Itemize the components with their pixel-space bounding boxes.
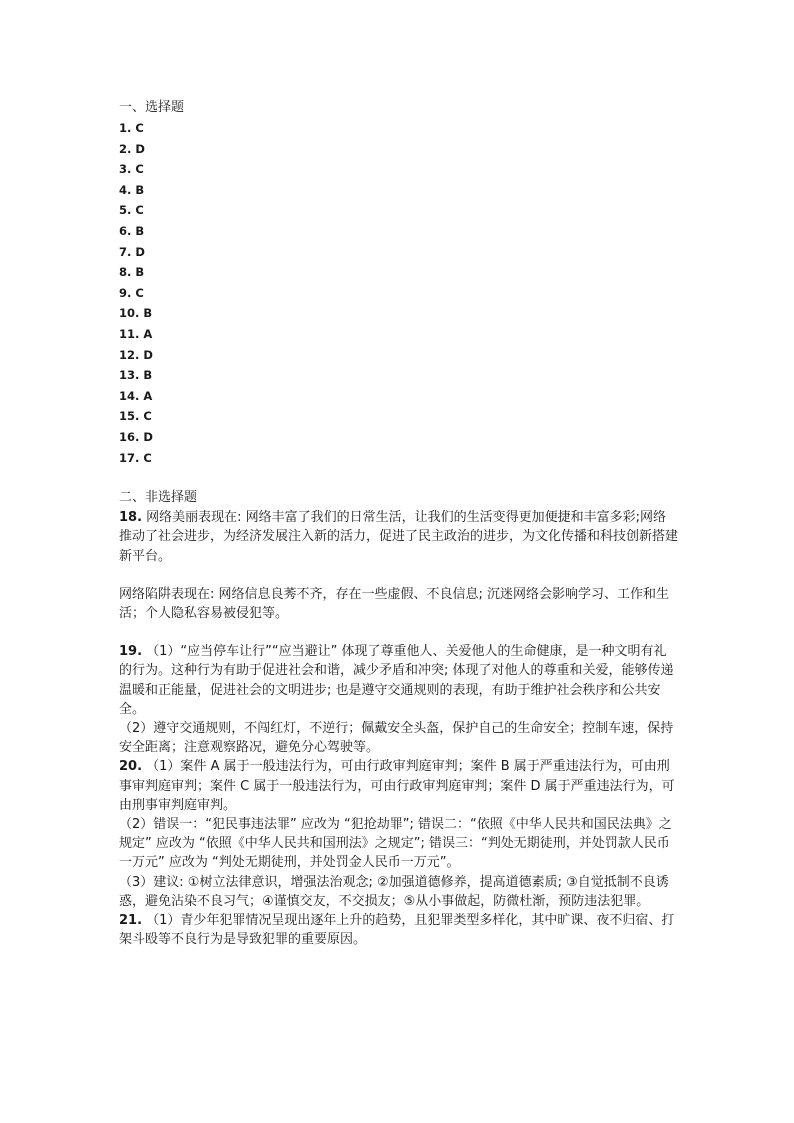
answer-item: 3. C (119, 162, 144, 177)
answer-item: 15. C (119, 409, 152, 424)
question-19-part-1 (119, 642, 679, 719)
question-21-part-1 (119, 911, 679, 949)
question-number: 20. (119, 759, 143, 775)
answer-item: 5. C (119, 203, 144, 218)
question-19-part-2: （2）遵守交通规则，不闯红灯，不逆行；佩戴安全头盔，保护自己的生命安全；控制车速，保持安全距离；注意观察路况，避免分心驾驶等。 (119, 720, 674, 756)
question-number: 19. (119, 644, 143, 660)
answer-item: 4. B (119, 182, 145, 197)
question-20-part-2: （2）错误一：“犯民事违法罪” 应改为 “犯抢劫罪”; 错误二：“依照《中华人民共和国民法典》之规定” 应改为 “依照《中华人民共和国刑法》之规定”; 错误三：“判处无期徒刑，并处罚款人民币一万元” 应改为 “判处无期徒刑，并处罚金人民币一万元”。 (119, 816, 672, 871)
section-spacer (119, 468, 679, 488)
answer-item: 8. B (119, 265, 145, 280)
answer-item: 7. D (119, 244, 145, 259)
answer-item: 13. B (119, 368, 153, 383)
paragraph-spacer (119, 566, 679, 585)
question-number: 21. (119, 912, 143, 928)
section-two-heading: 二、非选择题 (119, 490, 198, 506)
choice-answer-list (119, 118, 679, 468)
section-one-heading: 一、选择题 (119, 100, 185, 115)
question-18-beauty-text: 网络美丽表现在: 网络丰富了我们的日常生活，让我们的生活变得更加便捷和丰富多彩;网络推动了社会进步，为经济发展注入新的活力，促进了民主政治的进步，为文化传播和科技创新搭建新平台。 (119, 510, 679, 564)
question-number: 18. (119, 510, 143, 526)
answer-item: 12. D (119, 347, 153, 362)
answer-item: 16. D (119, 429, 153, 444)
question-20-part-1-text: （1）案件 A 属于一般违法行为，可由行政审判庭审判；案件 B 属于严重违法行为，可由刑事审判庭审判；案件 C 属于一般违法行为，可由行政审判庭审判；案件 D 属于严重违法行为，可由刑事审判庭审判。 (119, 759, 675, 813)
question-21-part-1-text: （1）青少年犯罪情况呈现出逐年上升的趋势，且犯罪类型多样化，其中旷课、夜不归宿、打架斗殴等不良行为是导致犯罪的重要原因。 (119, 912, 675, 948)
question-20-part-3: （3）建议: ①树立法律意识，增强法治观念; ②加强道德修养，提高道德素质; ③自觉抵制不良诱惑，避免沾染不良习气；④谨慎交友，不交损友；⑤从小事做起，防微杜渐，预防违法犯罪。 (119, 874, 669, 909)
answer-item: 14. A (119, 388, 153, 403)
question-18-trap: 网络陷阱表现在: 网络信息良莠不齐，存在一些虚假、不良信息; 沉迷网络会影响学习、工作和生活；个人隐私容易被侵犯等。 (119, 586, 670, 621)
answer-item: 1. C (119, 121, 144, 135)
answer-item: 17. C (119, 450, 152, 465)
question-19-part-1-text: （1）“应当停车让行”“应当避让” 体现了尊重他人、关爱他人的生命健康，是一种文明有礼的行为。这种行为有助于促进社会和谐，减少矛盾和冲突; 体现了对他人的尊重和关爱，能够传递温暖和正能量，促进社会的文明进步; 也是遵守交通规则的表现，有助于维护社会秩序和公共安全。 (119, 644, 674, 717)
answer-item: 10. B (119, 306, 153, 321)
answer-item: 11. A (119, 326, 153, 341)
answer-sheet (119, 98, 679, 949)
question-18-beauty (119, 508, 679, 566)
answer-item: 6. B (119, 223, 145, 238)
answer-item: 2. D (119, 141, 145, 156)
answer-item: 9. C (119, 285, 144, 300)
question-20-part-1 (119, 757, 679, 815)
paragraph-spacer (119, 623, 679, 642)
